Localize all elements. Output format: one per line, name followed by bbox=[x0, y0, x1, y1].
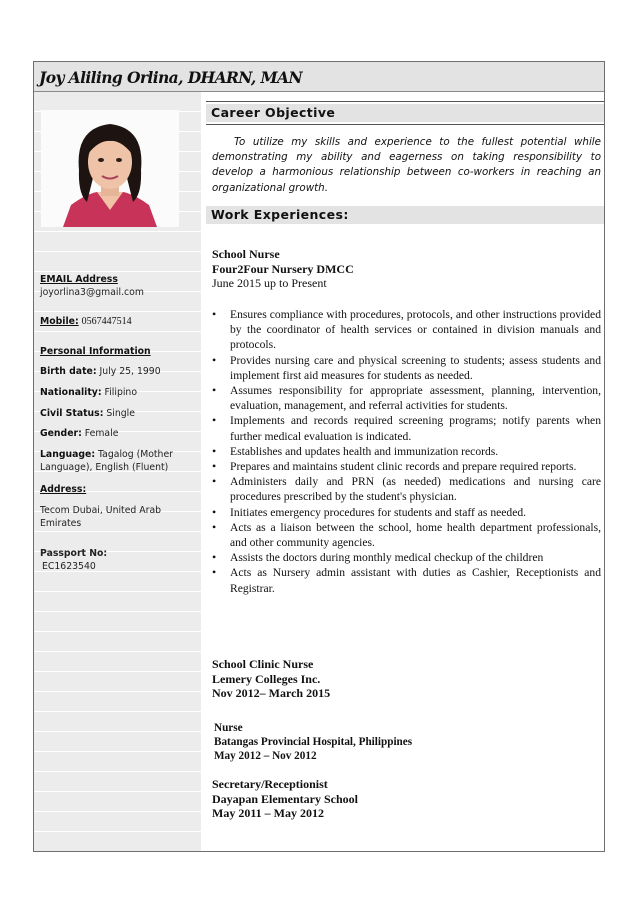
gender-label: Gender: bbox=[40, 428, 82, 439]
nationality-row bbox=[40, 386, 198, 399]
profile-photo bbox=[41, 110, 179, 227]
job3-dates: May 2012 – Nov 2012 bbox=[214, 750, 317, 762]
civil-status-label: Civil Status: bbox=[40, 408, 104, 419]
address-value: Tecom Dubai, United Arab Emirates bbox=[40, 505, 162, 529]
email-value[interactable]: joyorlina3@gmail.com bbox=[40, 287, 144, 298]
birth-date-value: July 25, 1990 bbox=[99, 366, 161, 377]
language-value: Tagalog (Mother Language), English (Fluent) bbox=[40, 449, 173, 473]
job4-dates: May 2011 – May 2012 bbox=[212, 806, 324, 820]
gender-row bbox=[40, 427, 198, 440]
job2-dates: Nov 2012– March 2015 bbox=[212, 686, 331, 700]
gender-value: Female bbox=[84, 428, 119, 439]
job1-dates: June 2015 up to Present bbox=[212, 276, 327, 290]
work-experiences-heading: Work Experiences: bbox=[206, 206, 604, 224]
job2-title: School Clinic Nurse bbox=[212, 657, 314, 671]
job1-employer: Four2Four Nursery DMCC bbox=[212, 261, 354, 276]
mobile-section bbox=[40, 315, 198, 328]
civil-status-row bbox=[40, 407, 198, 420]
mobile-label: Mobile: bbox=[40, 316, 79, 327]
duty-item: • Acts as a liaison between the school, home health department professionals, and other community agencies. bbox=[212, 520, 601, 550]
passport-section bbox=[40, 547, 198, 573]
civil-status-value: Single bbox=[106, 408, 135, 419]
job4-employer: Dayapan Elementary School bbox=[212, 791, 359, 806]
job3-title: Nurse bbox=[214, 722, 243, 734]
duty-item: • Acts as Nursery admin assistant with duties as Cashier, Receptionists and Registrar. bbox=[212, 565, 601, 595]
personal-info-heading-wrap bbox=[40, 345, 198, 358]
career-rule-top bbox=[206, 101, 604, 102]
email-section bbox=[40, 273, 198, 299]
sidebar bbox=[34, 92, 201, 851]
duty-item: • Initiates emergency procedures for students and staff as needed. bbox=[212, 505, 601, 520]
duty-item: • Administers daily and PRN (as needed) medications and nursing care procedures prescribed by the student's physician. bbox=[212, 474, 601, 504]
job-secretary bbox=[212, 777, 604, 821]
passport-value: EC1623540 bbox=[42, 561, 96, 572]
name-bar bbox=[34, 62, 604, 92]
nationality-label: Nationality: bbox=[40, 387, 102, 398]
birth-date-row bbox=[40, 365, 198, 378]
job4-title: Secretary/Receptionist bbox=[212, 777, 328, 791]
mobile-value: 0567447514 bbox=[81, 316, 132, 327]
personal-info-heading: Personal Information bbox=[40, 346, 151, 357]
passport-label: Passport No: bbox=[40, 548, 108, 559]
job-nurse bbox=[214, 721, 606, 763]
job-school-clinic-nurse bbox=[212, 657, 604, 701]
email-label: EMAIL Address bbox=[40, 274, 118, 285]
career-rule-bottom bbox=[206, 124, 604, 125]
duty-item: • Prepares and maintains student clinic records and prepare required reports. bbox=[212, 459, 601, 474]
job1-duties-list bbox=[212, 307, 601, 596]
duty-item: • Assists the doctors during monthly medical checkup of the children bbox=[212, 550, 601, 565]
job-school-nurse bbox=[212, 247, 604, 291]
job1-title: School Nurse bbox=[212, 247, 280, 261]
address-value-wrap bbox=[40, 504, 198, 530]
address-section bbox=[40, 483, 198, 496]
duty-item: • Establishes and updates health and immunization records. bbox=[212, 444, 601, 459]
main-column bbox=[206, 92, 604, 851]
applicant-name: Joy Aliling Orlina, DHARN, MAN bbox=[39, 68, 303, 87]
career-objective-heading: Career Objective bbox=[206, 104, 604, 122]
language-label: Language: bbox=[40, 449, 96, 460]
job2-employer: Lemery Colleges Inc. bbox=[212, 671, 321, 686]
address-label: Address: bbox=[40, 484, 87, 495]
birth-date-label: Birth date: bbox=[40, 366, 97, 377]
language-row bbox=[40, 448, 198, 474]
nationality-value: Filipino bbox=[104, 387, 138, 398]
job3-employer: Batangas Provincial Hospital, Philippines bbox=[214, 736, 413, 748]
duty-item: • Assumes responsibility for appropriate assessment, planning, intervention, evaluation, management, and referral activities for students. bbox=[212, 383, 601, 413]
duty-item: • Provides nursing care and physical screening to students; assess students and implement first aid measures for students as needed. bbox=[212, 353, 601, 383]
career-objective-text: To utilize my skills and experience to the fullest potential while demonstrating my ability and eagerness on taking responsibility to develop a harmonious relationship between co-workers in reaching an organizational growth. bbox=[212, 136, 601, 194]
duty-item: • Ensures compliance with procedures, protocols, and other instructions provided by the coordinator of health services or contained in division manuals and protocols. bbox=[212, 307, 601, 353]
profile-photo-icon bbox=[41, 110, 179, 227]
duty-item: • Implements and records required screening programs; notify parents when further medical evaluation is indicated. bbox=[212, 413, 601, 443]
resume-page bbox=[33, 61, 605, 852]
